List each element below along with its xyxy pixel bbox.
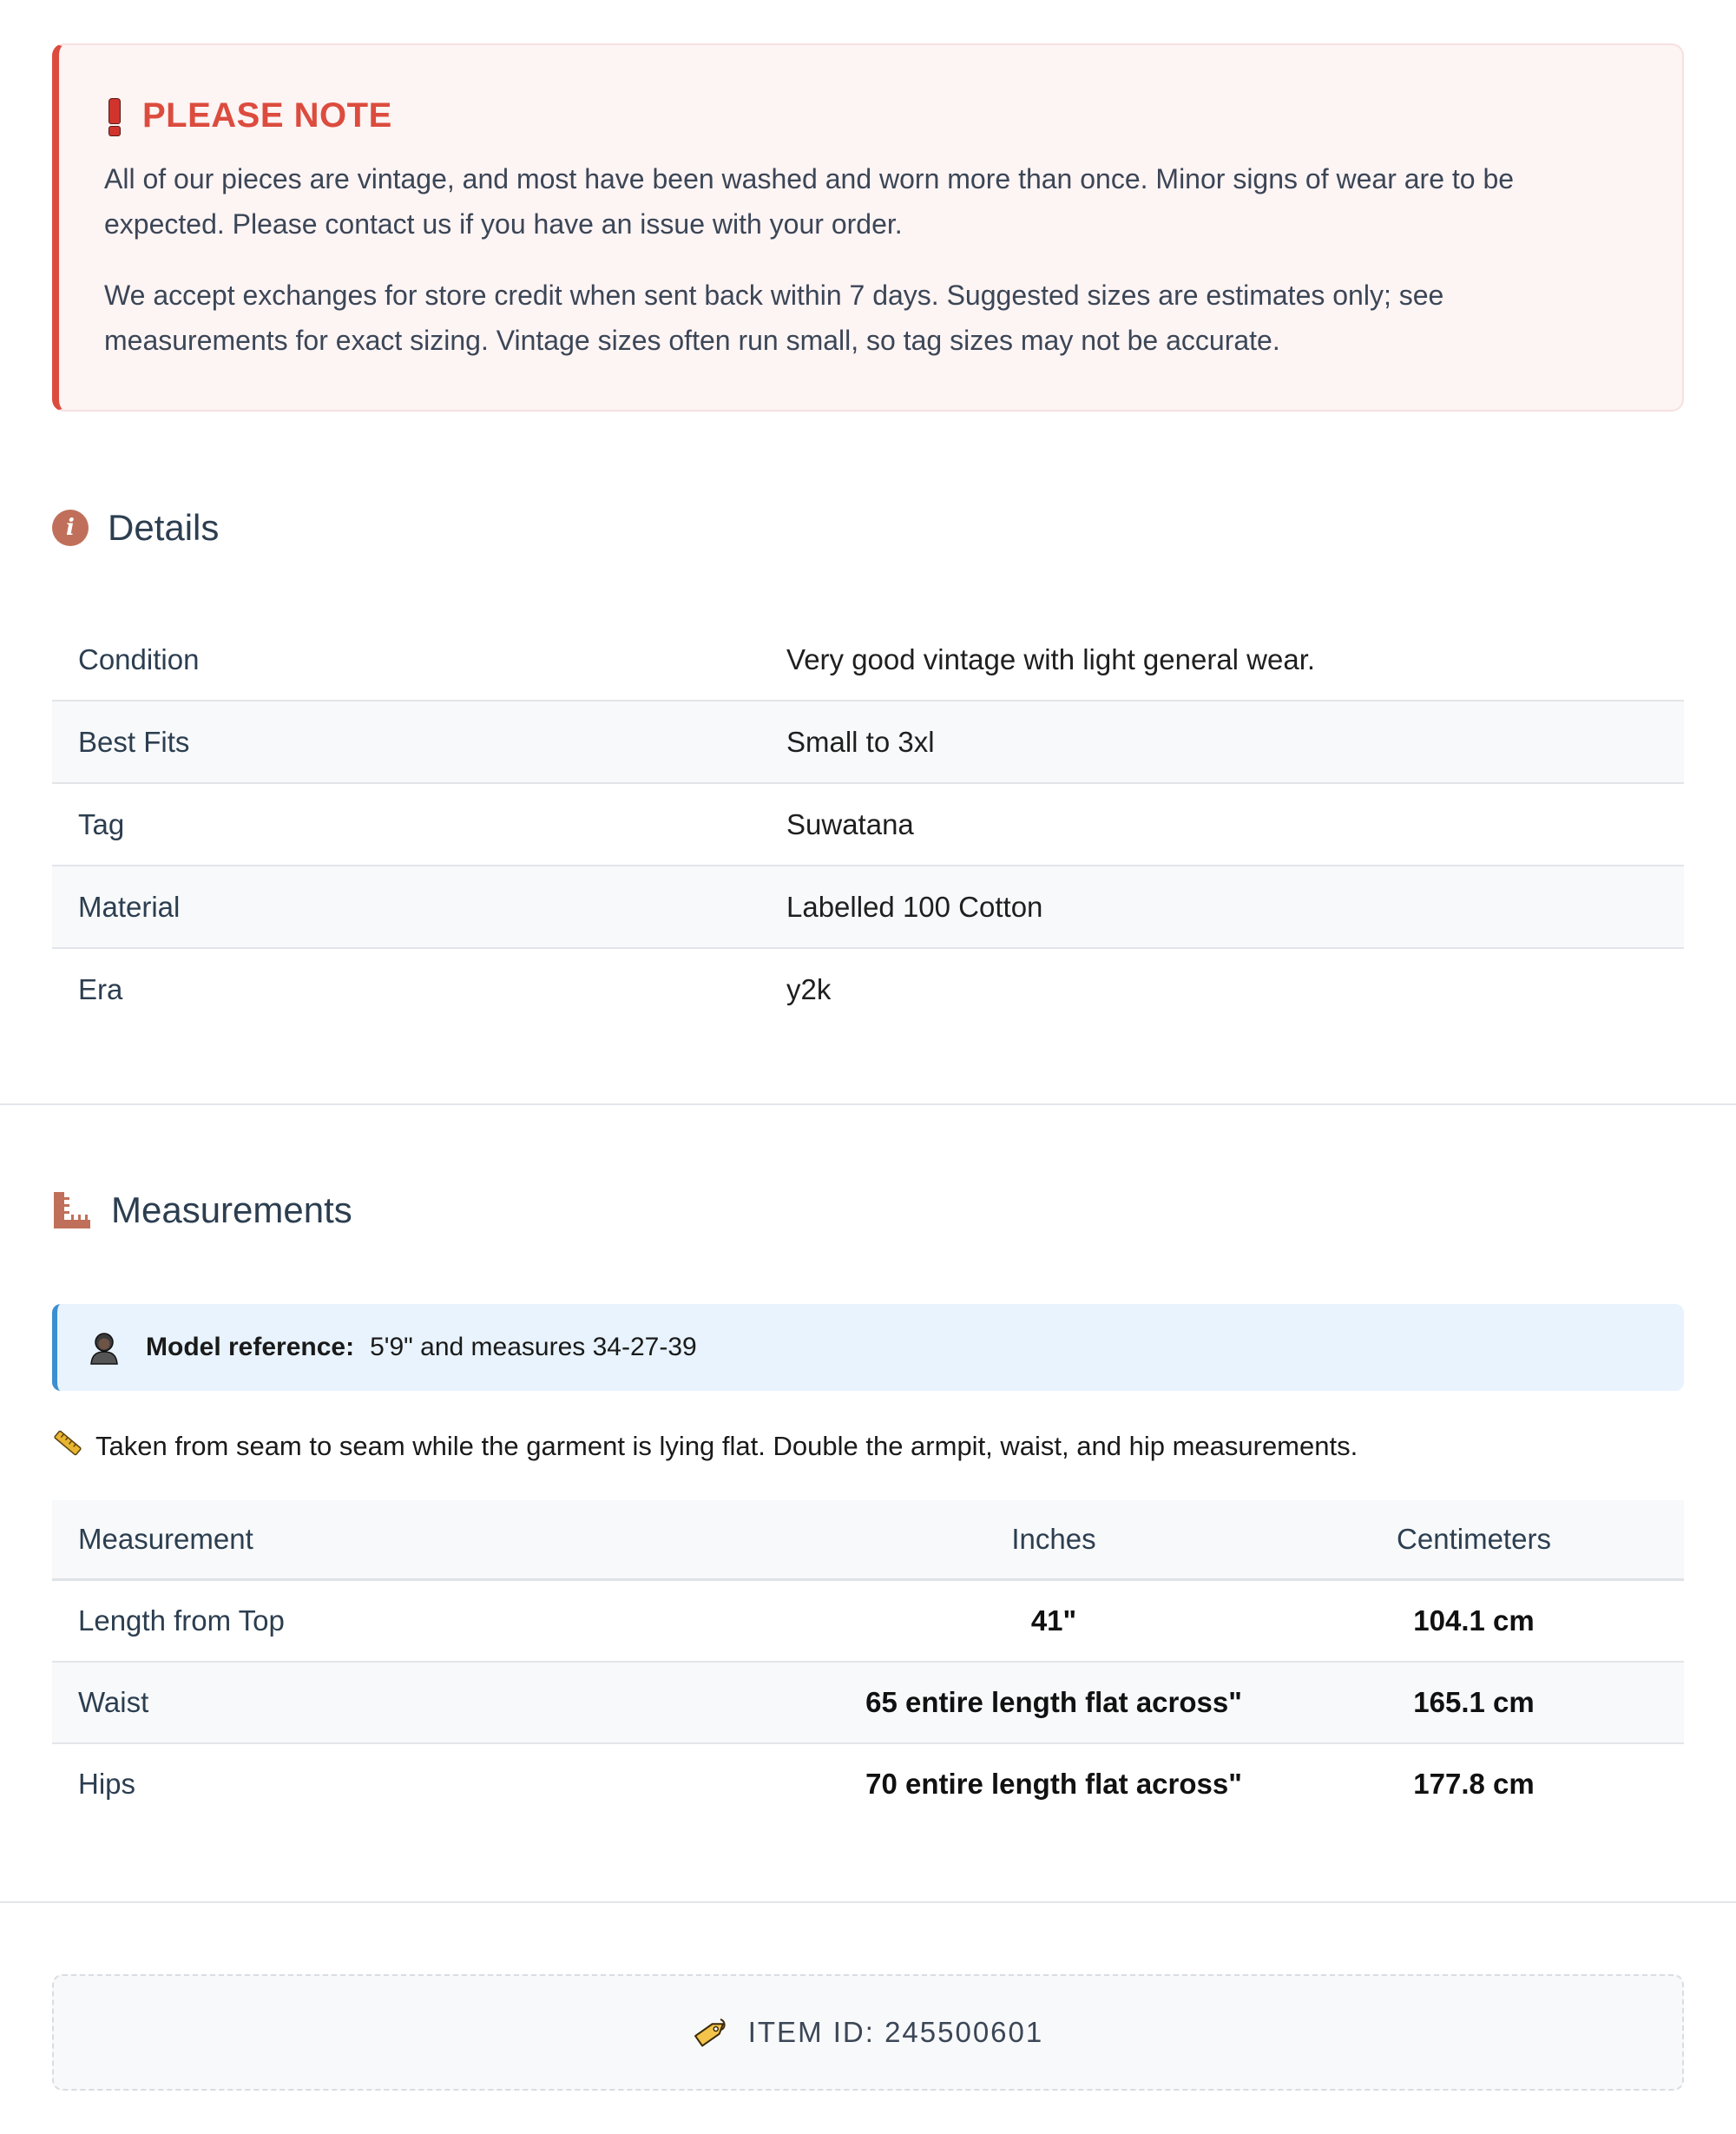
details-title: Details (108, 507, 220, 548)
table-row (52, 784, 1684, 866)
measurement-name: Length from Top (78, 1604, 285, 1637)
person-icon (89, 1330, 120, 1365)
details-table (52, 619, 1684, 1030)
table-row (52, 1581, 1684, 1663)
table-row (52, 866, 1684, 949)
detail-label: Material (78, 890, 181, 923)
table-header-row (52, 1500, 1684, 1581)
detail-value: Small to 3xl (786, 725, 935, 758)
detail-label: Tag (78, 807, 125, 840)
section-divider (0, 1103, 1736, 1105)
note-title-row (104, 94, 1634, 137)
please-note-box (52, 43, 1684, 412)
table-row (52, 619, 1684, 701)
measurement-inches: 41" (1030, 1604, 1077, 1637)
measurement-note-text: Taken from seam to seam while the garment is lying flat. Double the armpit, waist, and hip measurements. (95, 1431, 1358, 1461)
detail-value: y2k (786, 972, 832, 1005)
note-title: PLEASE NOTE (142, 96, 392, 135)
model-reference-value: 5'9" and measures 34-27-39 (370, 1333, 697, 1361)
column-header-measurement: Measurement (78, 1523, 253, 1555)
measurements-title: Measurements (111, 1189, 352, 1230)
ruler-icon (52, 1190, 92, 1230)
table-row (52, 701, 1684, 784)
measurement-cm: 165.1 cm (1413, 1686, 1535, 1718)
detail-value: Suwatana (786, 807, 914, 840)
model-reference-box (52, 1304, 1684, 1391)
column-header-inches: Inches (1011, 1523, 1096, 1555)
detail-value: Very good vintage with light general wear. (786, 642, 1316, 675)
measurement-cm: 104.1 cm (1413, 1604, 1535, 1637)
section-divider (0, 1901, 1736, 1903)
model-reference-label: Model reference: (146, 1333, 355, 1361)
detail-label: Condition (78, 642, 200, 675)
table-row (52, 1663, 1684, 1744)
note-paragraph-2: We accept exchanges for store credit when sent back within 7 days. Suggested sizes are estimates only; see measurements for exact sizing. Vintage sizes often run small, so tag sizes may not be accurate. (104, 280, 1444, 356)
table-row (52, 1744, 1684, 1824)
info-icon: i (52, 510, 89, 546)
item-id-label: ITEM ID: 245500601 (747, 2016, 1044, 2048)
pencil-ruler-icon (52, 1427, 83, 1465)
note-paragraph-1: All of our pieces are vintage, and most have been washed and worn more than once. Minor signs of wear are to be expected. Please contact us if you have an issue with your order. (104, 163, 1515, 240)
measurements-heading (52, 1189, 352, 1231)
details-heading (52, 507, 219, 549)
measurement-inches: 65 entire length flat across" (865, 1686, 1242, 1718)
detail-label: Best Fits (78, 725, 190, 758)
column-header-centimeters: Centimeters (1397, 1523, 1551, 1555)
table-row (52, 949, 1684, 1030)
measurement-cm: 177.8 cm (1413, 1768, 1535, 1800)
detail-value: Labelled 100 Cotton (786, 890, 1043, 923)
measurement-instructions (52, 1427, 1358, 1465)
exclamation-icon (104, 96, 123, 135)
measurement-name: Hips (78, 1768, 136, 1800)
measurement-name: Waist (78, 1686, 149, 1718)
measurement-inches: 70 entire length flat across" (865, 1768, 1242, 1800)
tag-icon (693, 2014, 729, 2051)
item-id-box (52, 1974, 1684, 2091)
detail-label: Era (78, 972, 123, 1005)
measurements-table (52, 1500, 1684, 1824)
